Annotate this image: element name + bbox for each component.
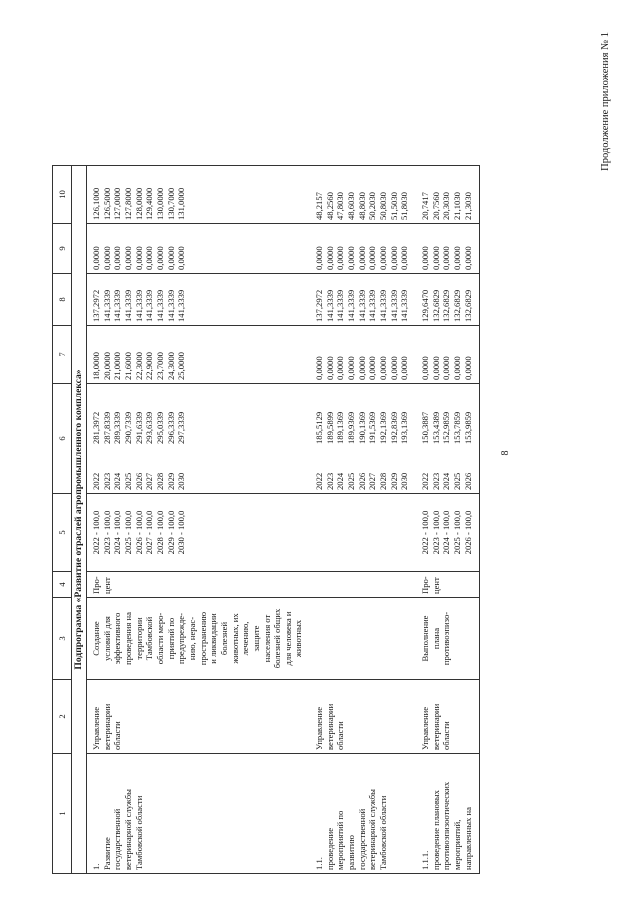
year: 2023 [430, 472, 441, 490]
c10-line: 126,5000 [101, 187, 112, 220]
target-line: 2025 - 100,0 [452, 510, 462, 555]
c8-line: 141,3339 [335, 289, 346, 322]
executor-line: ветеринарии [430, 703, 441, 750]
total-value: 185,5129 [314, 411, 325, 444]
indicator-line: защите [250, 625, 261, 652]
indicator-line: Выполнение [420, 615, 431, 662]
year: 2024 [335, 472, 346, 490]
year: 2027 [144, 472, 155, 490]
target-line: 2027 - 100,0 [144, 510, 155, 555]
extrabudget-cell [310, 166, 416, 224]
year-total-line [346, 387, 357, 490]
c10-line: 21,1030 [452, 192, 462, 220]
c7-line: 24,3000 [165, 352, 176, 380]
federal-budget-cell [310, 326, 416, 384]
unit-line: Про- [91, 576, 101, 594]
c8-line: 132,6829 [462, 289, 473, 322]
c7-line: 0,0000 [452, 356, 462, 380]
total-value: 190,1369 [356, 411, 367, 444]
table-row [310, 166, 416, 874]
indicator-line: условий для [101, 616, 112, 661]
year: 2028 [378, 472, 389, 490]
c10-line: 50,8030 [378, 192, 389, 220]
name-line: Развитие [101, 837, 112, 870]
indicator-line: лечению, [240, 621, 251, 656]
c7-line: 0,0000 [388, 356, 399, 380]
total-value: 189,5899 [324, 411, 335, 444]
c10-line: 51,5030 [388, 192, 399, 220]
c9-line: 0,0000 [388, 246, 399, 270]
total-value: 289,3339 [112, 411, 123, 444]
c7-line: 25,0000 [176, 352, 187, 380]
target-line: 2030 - 100,0 [176, 510, 187, 555]
c8-line: 141,3339 [101, 289, 112, 322]
c10-line: 130,0000 [154, 187, 165, 220]
c8-line: 141,3339 [399, 289, 410, 322]
year: 2027 [367, 472, 378, 490]
name-line: мероприятий, [452, 819, 462, 870]
total-value: 293,6339 [144, 411, 155, 444]
year-total-line [102, 387, 113, 490]
extrabudget-cell [416, 166, 480, 224]
indicator-line: болезней общих [272, 608, 283, 669]
year: 2026 [462, 472, 473, 490]
rotated-landscape-page [52, 32, 622, 874]
name-line: ветеринарной службы [367, 789, 378, 870]
column-number: 8 [53, 274, 72, 326]
total-value: 153,4389 [430, 411, 441, 444]
c9-line: 0,0000 [112, 246, 123, 270]
total-value: 189,9369 [346, 411, 357, 444]
c7-line: 0,0000 [462, 356, 473, 380]
year-total-line [441, 387, 452, 490]
indicator-line: населения от [261, 614, 272, 663]
c10-line: 126,1000 [91, 187, 101, 220]
c8-line: 141,3339 [346, 289, 357, 322]
c10-line: 129,4000 [144, 187, 155, 220]
year-total-line [378, 387, 389, 490]
executor-line: Управление [314, 706, 325, 750]
item-number: 1.1. [314, 857, 325, 870]
indicator-line: проведения на [122, 612, 133, 665]
year-total-line [166, 387, 177, 490]
c7-line: 21,0000 [112, 352, 123, 380]
executor-cell [310, 680, 416, 754]
c9-line: 0,0000 [452, 246, 462, 270]
unit-line: Про- [420, 576, 431, 594]
year: 2025 [452, 472, 462, 490]
c8-line: 141,3339 [154, 289, 165, 322]
indicator-line: эффективного [112, 612, 123, 665]
item-name-cell [87, 754, 311, 874]
column-number: 5 [53, 494, 72, 572]
year: 2022 [91, 472, 101, 490]
c7-line: 0,0000 [335, 356, 346, 380]
item-name-cell [310, 754, 416, 874]
year-total-line [431, 387, 442, 490]
c9-line: 0,0000 [356, 246, 367, 270]
c7-line: 23,7000 [154, 352, 165, 380]
federal-budget-cell [416, 326, 480, 384]
item-name [102, 757, 145, 870]
c10-line: 50,2030 [367, 192, 378, 220]
c10-line: 47,8030 [335, 192, 346, 220]
c9-line: 0,0000 [430, 246, 441, 270]
column-number: 4 [53, 572, 72, 598]
column-number: 3 [53, 598, 72, 680]
year-total-line [123, 387, 134, 490]
c10-line: 127,8000 [122, 187, 133, 220]
name-line: ветеринарной службы [122, 789, 133, 870]
total-value: 191,5369 [367, 411, 378, 444]
target-line: 2023 - 100,0 [101, 510, 112, 555]
c9-line: 0,0000 [324, 246, 335, 270]
name-line: направленных на [462, 807, 473, 870]
total-cell [310, 384, 416, 494]
target-line: 2022 - 100,0 [91, 510, 101, 555]
executor-line: области [112, 721, 123, 750]
c7-line: 0,0000 [324, 356, 335, 380]
year: 2029 [388, 472, 399, 490]
year-total-line [357, 387, 368, 490]
page-number: 8 [500, 450, 511, 456]
c9-line: 0,0000 [154, 246, 165, 270]
year-total-line [325, 387, 336, 490]
column-number-row [53, 166, 72, 874]
c7-line: 0,0000 [378, 356, 389, 380]
c8-line: 141,3339 [112, 289, 123, 322]
indicator-line: животных [293, 619, 304, 658]
c10-line: 128,0000 [133, 187, 144, 220]
federal-budget-cell [87, 326, 311, 384]
c8-line: 132,6829 [452, 289, 462, 322]
year: 2030 [176, 472, 187, 490]
c7-line: 0,0000 [430, 356, 441, 380]
c9-line: 0,0000 [346, 246, 357, 270]
year: 2023 [101, 472, 112, 490]
unit-line: цент [430, 577, 441, 594]
year: 2024 [441, 472, 452, 490]
extrabudget-cell [87, 166, 311, 224]
c8-line: 137,2972 [91, 289, 101, 322]
year-total-line [91, 387, 102, 490]
target-line: 2024 - 100,0 [112, 510, 123, 555]
item-name-cell [416, 754, 480, 874]
c8-line: 137,2972 [314, 289, 325, 322]
executor-line: Управление [420, 706, 431, 750]
total-value: 297,3339 [176, 411, 187, 444]
c10-line: 130,7000 [165, 187, 176, 220]
column-number: 9 [53, 224, 72, 274]
target-line: 2026 - 100,0 [133, 510, 144, 555]
target-line: 2023 - 100,0 [430, 510, 441, 555]
c10-line: 48,6030 [346, 192, 357, 220]
c7-line: 0,0000 [441, 356, 452, 380]
c8-line: 141,3339 [367, 289, 378, 322]
year-total-line [155, 387, 166, 490]
c8-line: 141,3339 [176, 289, 187, 322]
c7-line: 18,0000 [91, 352, 101, 380]
c7-line: 0,0000 [420, 356, 431, 380]
unit-line: цент [101, 577, 112, 594]
c10-line: 20,7417 [420, 192, 431, 220]
year-total-line [463, 387, 474, 490]
year-total-line [389, 387, 400, 490]
name-line: государственной [112, 808, 123, 870]
c9-line: 0,0000 [314, 246, 325, 270]
name-line: проведение [324, 827, 335, 870]
year: 2024 [112, 472, 123, 490]
c7-line: 0,0000 [367, 356, 378, 380]
target-line: 2022 - 100,0 [420, 510, 431, 555]
total-value: 290,7339 [122, 411, 133, 444]
column-number: 2 [53, 680, 72, 754]
c9-line: 0,0000 [420, 246, 431, 270]
indicator-cell [87, 598, 311, 680]
total-value: 153,9859 [462, 411, 473, 444]
c10-line: 48,2157 [314, 192, 325, 220]
c10-line: 127,0000 [112, 187, 123, 220]
executor-cell [87, 680, 311, 754]
subprogram-title: Подпрограмма «Развитие отраслей агропромышленного комплекса» [72, 166, 87, 874]
item-number: 1. [91, 863, 101, 870]
indicator-line: противоэпизо- [441, 611, 452, 666]
c8-line: 141,3339 [165, 289, 176, 322]
local-budget-cell [87, 224, 311, 274]
year: 2025 [346, 472, 357, 490]
c7-line: 0,0000 [314, 356, 325, 380]
c8-line: 141,3339 [356, 289, 367, 322]
year-total-line [112, 387, 123, 490]
c9-line: 0,0000 [441, 246, 452, 270]
c8-line: 141,3339 [133, 289, 144, 322]
column-number: 1 [53, 754, 72, 874]
regional-budget-cell [416, 274, 480, 326]
c9-line: 0,0000 [367, 246, 378, 270]
column-number: 10 [53, 166, 72, 224]
unit-cell [87, 572, 311, 598]
c9-line: 0,0000 [122, 246, 133, 270]
year: 2022 [314, 472, 325, 490]
target-line: 2028 - 100,0 [154, 510, 165, 555]
name-line: государственной [356, 808, 367, 870]
name-line: Тамбовской области [378, 795, 389, 870]
total-cell [87, 384, 311, 494]
c8-line: 141,3339 [144, 289, 155, 322]
c9-line: 0,0000 [101, 246, 112, 270]
c10-line: 20,7560 [430, 192, 441, 220]
indicator-line: и ликвидации [208, 613, 219, 664]
target-value-cell [416, 494, 480, 572]
indicator-line: области меро- [154, 612, 165, 665]
executor-line: ветеринарии [324, 703, 335, 750]
column-number: 7 [53, 326, 72, 384]
year-total-line [134, 387, 145, 490]
c7-line: 0,0000 [399, 356, 410, 380]
indicator-line: нию, нерас- [186, 616, 197, 661]
year-total-line [144, 387, 155, 490]
name-line: проведение плановых [430, 790, 441, 870]
c9-line: 0,0000 [133, 246, 144, 270]
c7-line: 22,9000 [144, 352, 155, 380]
year-total-line [314, 387, 325, 490]
year: 2030 [399, 472, 410, 490]
c9-line: 0,0000 [176, 246, 187, 270]
total-value: 296,3339 [165, 411, 176, 444]
c8-line: 132,6829 [430, 289, 441, 322]
indicator-line: для человека и [282, 611, 293, 666]
total-value: 287,8339 [101, 411, 112, 444]
indicator-line: животных, их [229, 613, 240, 664]
year-total-line [399, 387, 410, 490]
target-line: 2024 - 100,0 [441, 510, 452, 555]
total-cell [416, 384, 480, 494]
executor-cell [416, 680, 480, 754]
c9-line: 0,0000 [144, 246, 155, 270]
c7-line: 0,0000 [356, 356, 367, 380]
executor-line: области [441, 721, 452, 750]
target-value-cell [87, 494, 311, 572]
c8-line: 132,6829 [441, 289, 452, 322]
regional-budget-cell [87, 274, 311, 326]
total-value: 291,6339 [133, 411, 144, 444]
c7-line: 20,0000 [101, 352, 112, 380]
year: 2028 [154, 472, 165, 490]
indicator-line: Тамбовской [144, 616, 155, 661]
item-name [431, 757, 474, 870]
c8-line: 141,3339 [324, 289, 335, 322]
year: 2029 [165, 472, 176, 490]
indicator-cell [310, 598, 416, 680]
year-total-line [176, 387, 187, 490]
executor-line: области [335, 721, 346, 750]
c9-line: 0,0000 [378, 246, 389, 270]
target-value-cell [310, 494, 416, 572]
c7-line: 21,6000 [122, 352, 133, 380]
name-line: противоэпизоотических [441, 781, 452, 870]
indicator-line: территории [133, 617, 144, 660]
c9-line: 0,0000 [399, 246, 410, 270]
name-line: развитию [346, 835, 357, 870]
year-total-line [367, 387, 378, 490]
year: 2023 [324, 472, 335, 490]
c10-line: 48,8030 [356, 192, 367, 220]
target-line: 2026 - 100,0 [462, 510, 473, 555]
column-number: 6 [53, 384, 72, 494]
executor-line: ветеринарии [101, 703, 112, 750]
year-total-line [335, 387, 346, 490]
total-value: 153,7859 [452, 411, 462, 444]
c8-line: 129,6470 [420, 289, 431, 322]
indicator-line: плана [430, 627, 441, 650]
total-value: 192,1369 [378, 411, 389, 444]
table-row [87, 166, 311, 874]
c9-line: 0,0000 [462, 246, 473, 270]
total-value: 193,1369 [399, 411, 410, 444]
unit-cell [416, 572, 480, 598]
c10-line: 20,3030 [441, 192, 452, 220]
year-total-line [452, 387, 463, 490]
c9-line: 0,0000 [165, 246, 176, 270]
c7-line: 0,0000 [346, 356, 357, 380]
c8-line: 141,3339 [122, 289, 133, 322]
indicator-line: приятий по [165, 617, 176, 660]
total-value: 281,3972 [91, 411, 101, 444]
name-line: Тамбовской области [133, 795, 144, 870]
target-line: 2025 - 100,0 [122, 510, 133, 555]
c10-line: 51,8030 [399, 192, 410, 220]
total-value: 150,3887 [420, 411, 431, 444]
indicator-line: предупрежде- [176, 613, 187, 664]
item-name [325, 757, 389, 870]
indicator-line: Создание [91, 621, 101, 656]
continuation-header: Продолжение приложения № 1 [600, 32, 611, 171]
item-number: 1.1.1. [420, 850, 431, 870]
c10-line: 131,0000 [176, 187, 187, 220]
year: 2026 [133, 472, 144, 490]
c9-line: 0,0000 [91, 246, 101, 270]
c8-line: 141,3339 [378, 289, 389, 322]
indicator-line: болезней [218, 621, 229, 656]
c10-line: 21,3030 [462, 192, 473, 220]
c8-line: 141,3339 [388, 289, 399, 322]
indicator-cell [416, 598, 480, 680]
year: 2022 [420, 472, 431, 490]
regional-budget-cell [310, 274, 416, 326]
c7-line: 22,3000 [133, 352, 144, 380]
executor-line: Управление [91, 706, 101, 750]
indicator-line: пространению [197, 611, 208, 666]
year-total-line [420, 387, 431, 490]
total-value: 189,1369 [335, 411, 346, 444]
subprogram-row [72, 166, 87, 874]
name-line: мероприятий по [335, 810, 346, 870]
target-line: 2029 - 100,0 [165, 510, 176, 555]
total-value: 152,9859 [441, 411, 452, 444]
unit-cell [310, 572, 416, 598]
total-value: 295,0339 [154, 411, 165, 444]
c9-line: 0,0000 [335, 246, 346, 270]
local-budget-cell [416, 224, 480, 274]
year: 2026 [356, 472, 367, 490]
local-budget-cell [310, 224, 416, 274]
c10-line: 48,2560 [324, 192, 335, 220]
total-value: 192,8369 [388, 411, 399, 444]
year: 2025 [122, 472, 133, 490]
program-table [52, 165, 480, 874]
table-row [416, 166, 480, 874]
